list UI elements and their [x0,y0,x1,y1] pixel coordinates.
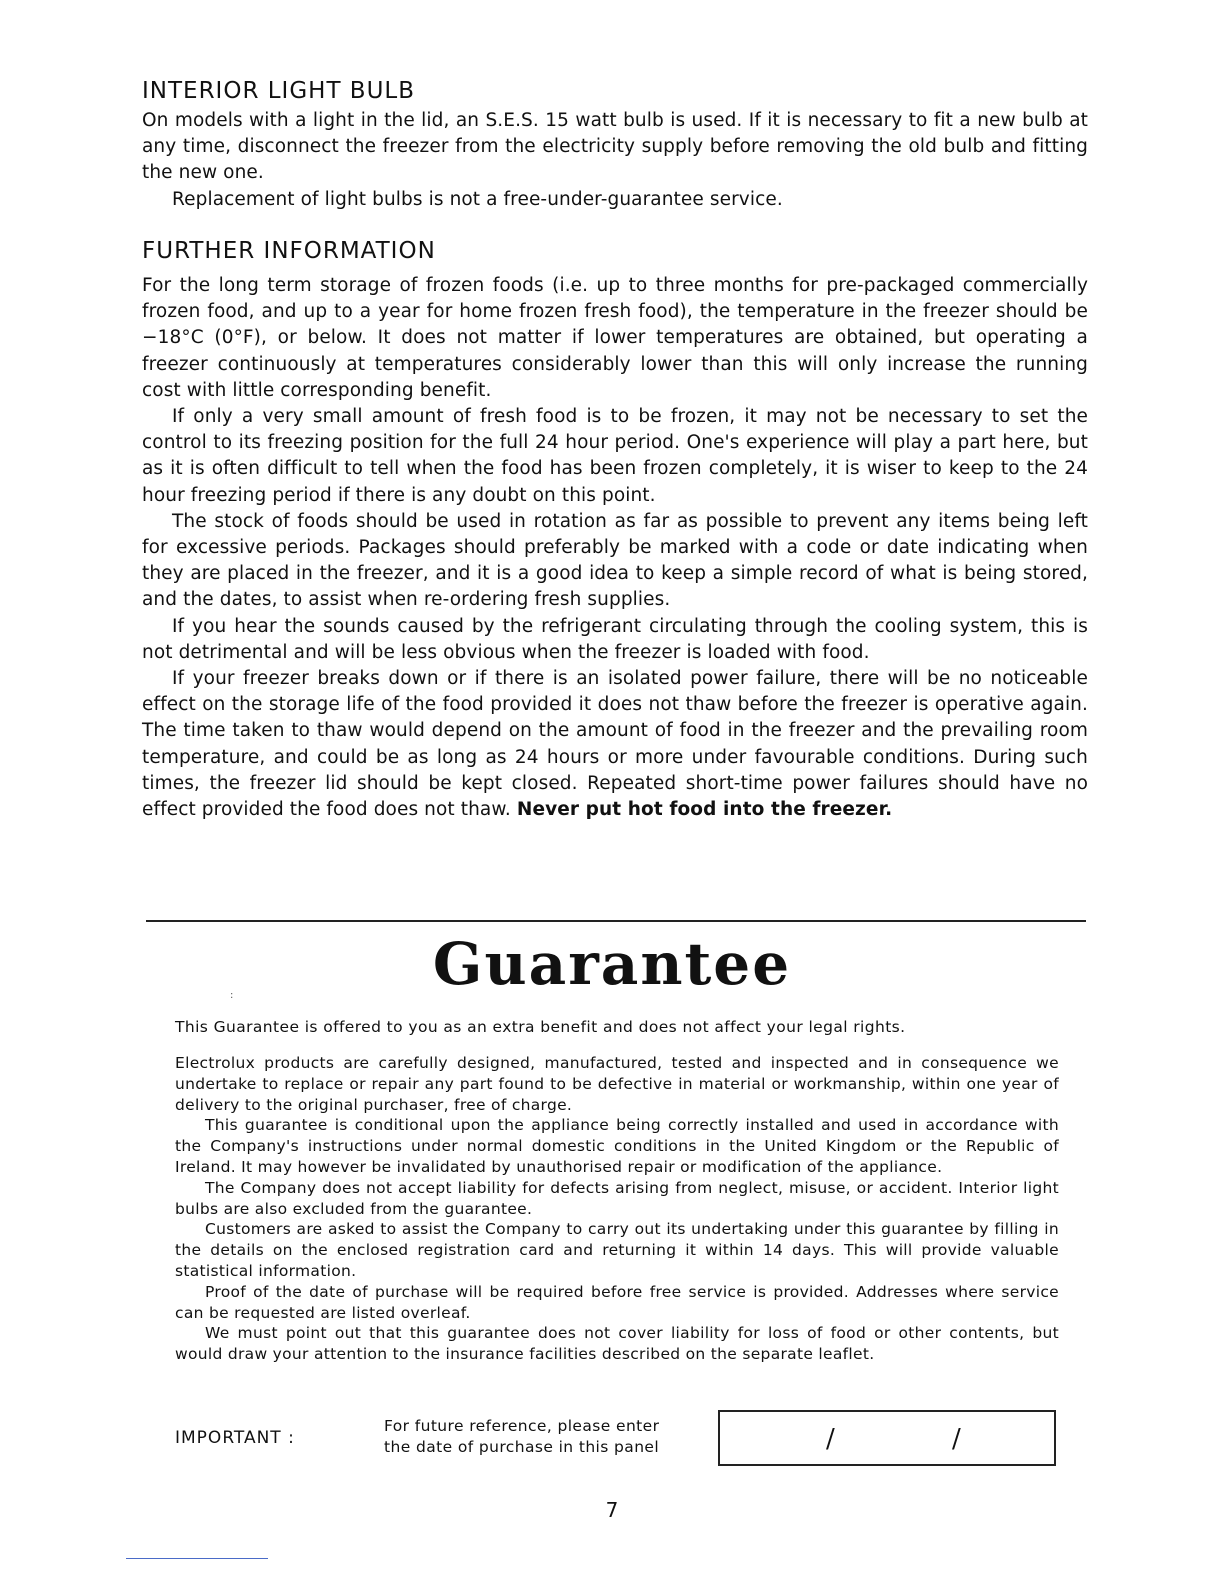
important-note-line: the date of purchase in this panel [384,1438,660,1456]
important-note [384,1416,659,1458]
paragraph: The stock of foods should be used in rotation as far as possible to prevent any items being left for excessive periods. Packages should preferably be marked with a code or date indicating when they are placed in the freezer, and it is a good idea to keep a simple record of what is being stored, and the dates, to assist when re-ordering fresh supplies. [142,510,1088,611]
guarantee-paragraph: Customers are asked to assist the Company to carry out its undertaking under this guarantee by filling in the details on the enclosed registration card and returning it within 14 days. This will provide valuable statistical information. [175,1220,1059,1280]
stray-mark: : [230,990,234,1001]
hot-food-warning: Never put hot food into the freezer. [516,799,893,821]
important-note-line: For future reference, please enter [384,1417,660,1435]
date-separator: / [826,1424,835,1454]
guarantee-paragraph: Electrolux products are carefully designed, manufactured, tested and inspected and in consequence we undertake to replace or repair any part found to be defective in material or workmanship, within one year of delivery to the original purchaser, free of charge. [175,1054,1059,1114]
guarantee-title: Guarantee [432,930,792,998]
section-divider [146,920,1086,922]
paragraph: If you hear the sounds caused by the refrigerant circulating through the cooling system, this is not detrimental and will be less obvious when the freezer is loaded with food. [142,615,1088,663]
section-heading: FURTHER INFORMATION [142,238,436,264]
paragraph: If your freezer breaks down or if there is an isolated power failure, there will be no noticeable effect on the storage life of the food provided it does not thaw before the freezer is operative again. The time taken to thaw would depend on the amount of food in the freezer and the prevailing room temperature, and could be as long as 24 hours or more under favourable conditions. During such times, the freezer lid should be kept closed. Repeated short-time power failures should have no effect provided the food does not thaw. [142,668,1088,821]
section-heading: INTERIOR LIGHT BULB [142,78,416,104]
guarantee-paragraph: The Company does not accept liability for defects arising from neglect, misuse, or accident. Interior light bulbs are also excluded from the guarantee. [175,1178,1059,1218]
paragraph: On models with a light in the lid, an S.E.S. 15 watt bulb is used. If it is necessary to fit a new bulb at any time, disconnect the freezer from the electricity supply before removing the old bulb and fitting the new one. [142,110,1088,184]
purchase-date-panel[interactable] [718,1410,1056,1466]
paragraph-with-warning [142,666,1088,823]
date-separator: / [952,1424,961,1454]
page-number: 7 [605,1498,619,1522]
guarantee-paragraph: This guarantee is conditional upon the appliance being correctly installed and used in accordance with the Company's instructions under normal domestic conditions in the United Kingdom or the Republic of Ireland. It may however be invalidated by unauthorised repair or modification of the appliance. [175,1116,1059,1176]
scan-edge-line [126,1558,268,1559]
guarantee-paragraph: Proof of the date of purchase will be required before free service is provided. Addresses where service can be requested are listed overleaf. [175,1282,1059,1322]
interior-light-bulb-section [142,78,1088,213]
paragraph: Replacement of light bulbs is not a free-under-guarantee service. [172,188,783,210]
guarantee-terms [175,1053,1059,1365]
important-label: IMPORTANT : [175,1428,295,1448]
paragraph: If only a very small amount of fresh food is to be frozen, it may not be necessary to set the control to its freezing position for the full 24 hour period. One's experience will play a part here, but as it is often difficult to tell when the food has been frozen completely, it is wiser to keep to the 24 hour freezing period if there is any doubt on this point. [142,406,1088,506]
guarantee-paragraph: We must point out that this guarantee does not cover liability for loss of food or other contents, but would draw your attention to the insurance facilities described on the separate leaflet. [175,1324,1059,1364]
guarantee-intro: This Guarantee is offered to you as an extra benefit and does not affect your legal rights. [175,1018,906,1036]
paragraph: For the long term storage of frozen foods (i.e. up to three months for pre-packaged commercially frozen food, and up to a year for home frozen fresh food), the temperature in the freezer should be −18°C (0°F), or below. It does not matter if lower temperatures are obtained, but operating a freezer continuously at temperatures considerably lower than this will only increase the running cost with little corresponding benefit. [142,275,1088,401]
further-information-section [142,238,1088,823]
